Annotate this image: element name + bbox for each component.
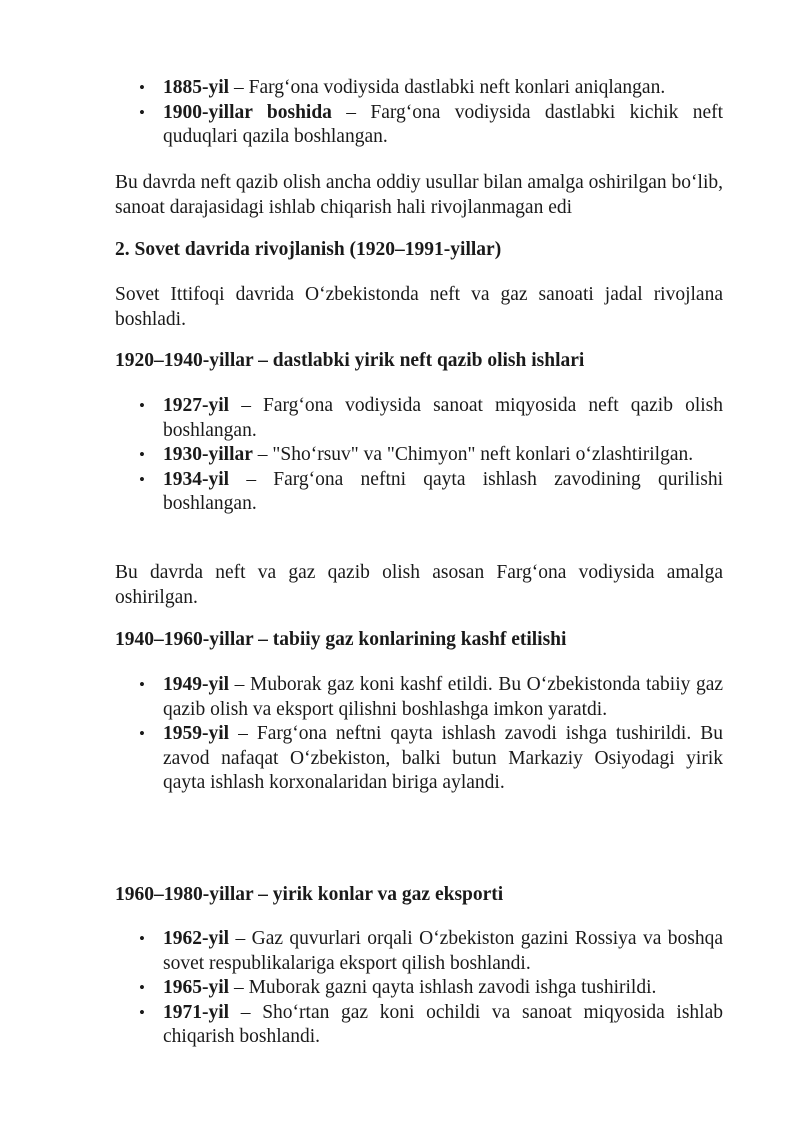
- bullet-icon: •: [139, 1002, 145, 1022]
- bullet-icon: •: [139, 445, 145, 464]
- list-item-year: 1971-yil: [163, 1001, 230, 1023]
- bullet-icon: •: [139, 396, 145, 415]
- list-item-text: – Muborak gazni qayta ishlash zavodi ishga tushirildi.: [229, 977, 657, 998]
- list-item-year: 1927-yil: [163, 395, 230, 416]
- subsection-heading: 1920–1940-yillar – dastlabki yirik neft qazib olish ishlari: [115, 350, 585, 371]
- list-item-year: 1885-yil: [163, 77, 230, 98]
- bullet-icon: •: [139, 929, 145, 948]
- list-item-text: – Sho‘rtan gaz koni ochildi va sanoat miqyosida ishlab chiqarish boshlandi.: [163, 1001, 723, 1047]
- subsection-heading: 1940–1960-yillar – tabiiy gaz konlarining kashf etilishi: [115, 629, 567, 650]
- list-item: [0, 722, 723, 796]
- list-item: [0, 468, 723, 517]
- bullet-icon: •: [139, 469, 145, 489]
- subsection-heading: 1960–1980-yillar – yirik konlar va gaz eksporti: [115, 884, 504, 905]
- list-item-year: 1900-yillar boshida: [163, 101, 332, 123]
- bullet-icon: •: [139, 78, 145, 97]
- bullet-icon: •: [139, 102, 145, 122]
- bullet-list-1960-1980: [0, 927, 800, 1050]
- list-item: [0, 1001, 723, 1050]
- list-item-text: – Farg‘ona neftni qayta ishlash zavodi ishga tushirildi. Bu zavod nafaqat O‘zbekiston, balki butun Markaziy Osiyodagi yirik qayta ishlash korxonalaridan biriga aylandi.: [163, 723, 723, 793]
- list-item-text: – Farg‘ona vodiysida sanoat miqyosida neft qazib olish boshlangan.: [163, 395, 723, 441]
- list-item-year: 1949-yil: [163, 674, 230, 695]
- list-item: [0, 394, 723, 443]
- list-item: [0, 976, 723, 1001]
- bullet-list-1920-1940: [0, 394, 800, 517]
- list-item-text: – Farg‘ona neftni qayta ishlash zavodining qurilishi boshlangan.: [163, 468, 723, 514]
- bullet-icon: •: [139, 724, 145, 743]
- list-item-year: 1934-yil: [163, 468, 230, 490]
- list-item-year: 1959-yil: [163, 723, 230, 744]
- bullet-icon: •: [139, 675, 145, 694]
- bullet-icon: •: [139, 978, 145, 997]
- bullet-list-1940-1960: [0, 673, 800, 796]
- bullet-list-early: [0, 76, 800, 150]
- list-item-year: 1930-yillar: [163, 444, 253, 465]
- list-item-text: – Farg‘ona vodiysida dastlabki neft konlari aniqlangan.: [229, 77, 666, 98]
- list-item: [0, 101, 723, 150]
- list-item: [0, 673, 723, 722]
- list-item: [0, 927, 723, 976]
- list-item-text: – Gaz quvurlari orqali O‘zbekiston gazini Rossiya va boshqa sovet respublikalariga eksport qilish boshlandi.: [163, 928, 723, 974]
- list-item-year: 1962-yil: [163, 928, 230, 949]
- section-heading: 2. Sovet davrida rivojlanish (1920–1991-yillar): [115, 239, 502, 260]
- list-item-text: – Muborak gaz koni kashf etildi. Bu O‘zbekistonda tabiiy gaz qazib olish va eksport qilishni boshlashga imkon yaratdi.: [163, 674, 723, 720]
- list-item: [0, 76, 723, 101]
- list-item-text: – "Sho‘rsuv" va "Chimyon" neft konlari o‘zlashtirilgan.: [252, 444, 694, 465]
- paragraph: Bu davrda neft va gaz qazib olish asosan Farg‘ona vodiysida amalga oshirilgan.: [115, 562, 723, 608]
- paragraph: Bu davrda neft qazib olish ancha oddiy usullar bilan amalga oshirilgan bo‘lib, sanoat darajasidagi ishlab chiqarish hali rivojlanmagan edi: [115, 172, 723, 218]
- list-item-year: 1965-yil: [163, 977, 230, 998]
- paragraph: Sovet Ittifoqi davrida O‘zbekistonda neft va gaz sanoati jadal rivojlana boshladi.: [115, 284, 723, 330]
- list-item-text: – Farg‘ona vodiysida dastlabki kichik neft quduqlari qazila boshlangan.: [163, 101, 724, 147]
- list-item: [0, 443, 723, 468]
